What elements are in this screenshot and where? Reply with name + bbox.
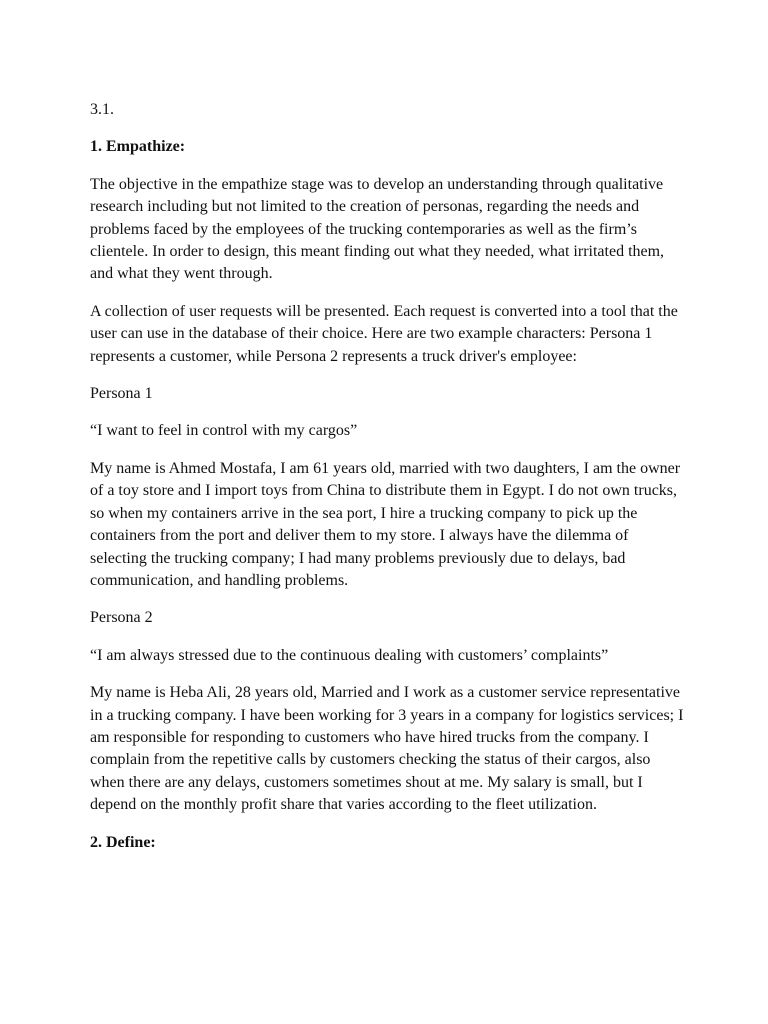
persona-1-label: Persona 1 — [90, 385, 153, 403]
persona-2-quote: “I am always stressed due to the continuous dealing with customers’ complaints” — [90, 646, 609, 664]
section-number: 3.1. — [90, 101, 114, 118]
persona-1-quote: “I want to feel in control with my cargos” — [90, 422, 358, 440]
empathize-heading: 1. Empathize: — [90, 138, 186, 156]
persona-2-label: Persona 2 — [90, 609, 153, 627]
persona-1-description: My name is Ahmed Mostafa, I am 61 years old, married with two daughters, I am the owner of a toy store and I import toys from China to distribute them in Egypt. I do not own trucks, so when my containers arrive in the sea port, I hire a trucking company to pick up the containers from the port and deliver them to my store. I always have the dilemma of selecting the trucking company; I had many problems previously due to delays, bad communication, and handling problems. — [90, 459, 681, 589]
empathize-paragraph-2: A collection of user requests will be presented. Each request is converted into a tool that the user can use in the database of their choice. Here are two example characters: Persona 1 represents a customer, while Persona 2 represents a truck driver's employee: — [90, 302, 678, 365]
empathize-paragraph-1: The objective in the empathize stage was to develop an understanding through qualitative research including but not limited to the creation of personas, regarding the needs and problems faced by the employees of the trucking contemporaries as well as the firm’s clientele. In order to design, this meant finding out what they needed, what irritated them, and what they went through. — [90, 175, 665, 283]
document-page — [90, 99, 686, 869]
persona-2-description: My name is Heba Ali, 28 years old, Married and I work as a customer service representative in a trucking company. I have been working for 3 years in a company for logistics services; I am responsible for responding to customers who have hired trucks from the company. I complain from the repetitive calls by customers checking the status of their cargos, also when there are any delays, customers sometimes shout at me. My salary is small, but I depend on the monthly profit share that varies according to the fleet utilization. — [90, 684, 684, 814]
define-heading: 2. Define: — [90, 833, 156, 851]
